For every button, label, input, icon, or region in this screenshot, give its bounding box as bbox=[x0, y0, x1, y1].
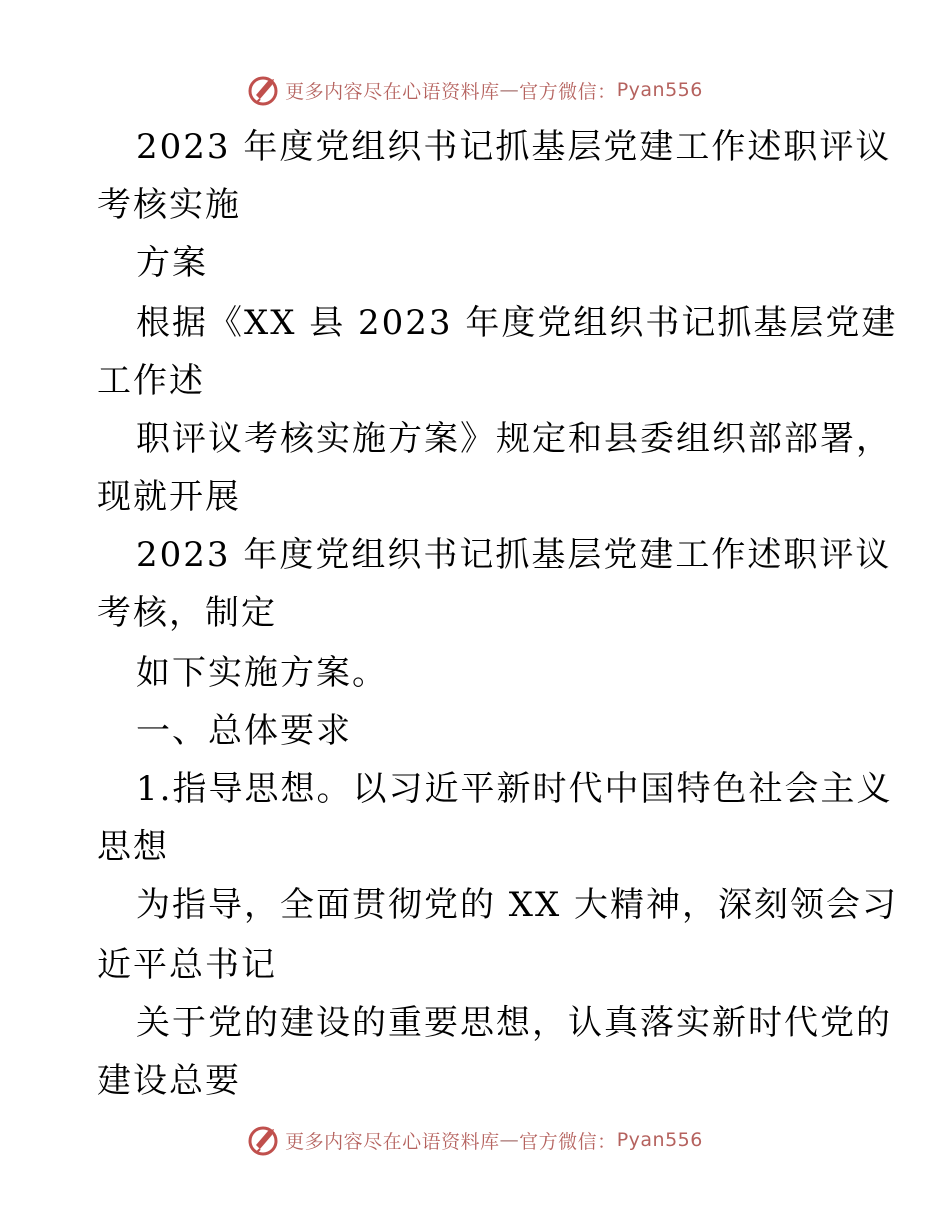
watermark-wechat-id: Pyan556 bbox=[616, 1129, 703, 1151]
brand-logo-icon bbox=[247, 1123, 281, 1157]
text-line: 现就开展 bbox=[97, 477, 241, 517]
watermark-main-text: 更多内容尽在心语资料库 bbox=[285, 80, 500, 103]
text-line: 近平总书记 bbox=[97, 945, 277, 985]
watermark-header bbox=[0, 70, 950, 110]
brand-logo-icon bbox=[247, 73, 281, 107]
watermark-wechat-label: 官方微信： bbox=[519, 1130, 617, 1153]
text-line: 一、总体要求 bbox=[136, 711, 352, 751]
watermark-wechat-id: Pyan556 bbox=[616, 79, 703, 101]
text-line: 2023 年度党组织书记抓基层党建工作述职评议 bbox=[136, 127, 892, 167]
text-line: 2023 年度党组织书记抓基层党建工作述职评议 bbox=[136, 535, 892, 575]
text-line: 工作述 bbox=[97, 361, 205, 401]
text-line: 思想 bbox=[97, 827, 169, 867]
text-line: 方案 bbox=[136, 243, 208, 283]
watermark-footer bbox=[0, 1120, 950, 1160]
text-line: 为指导，全面贯彻党的 XX 大精神，深刻领会习 bbox=[136, 885, 899, 925]
text-line: 职评议考核实施方案》规定和县委组织部部署， bbox=[136, 419, 892, 459]
text-line: 根据《XX 县 2023 年度党组织书记抓基层党建 bbox=[136, 303, 898, 343]
watermark-wechat-label: 官方微信： bbox=[519, 80, 617, 103]
watermark-separator: — bbox=[499, 1129, 520, 1151]
text-line: 如下实施方案。 bbox=[136, 653, 388, 693]
text-line: 考核实施 bbox=[97, 185, 241, 225]
watermark-separator: — bbox=[499, 79, 520, 101]
text-line: 关于党的建设的重要思想，认真落实新时代党的 bbox=[136, 1003, 892, 1043]
text-line: 1.指导思想。以习近平新时代中国特色社会主义 bbox=[136, 769, 893, 809]
text-line: 考核，制定 bbox=[97, 593, 277, 633]
watermark-main-text: 更多内容尽在心语资料库 bbox=[285, 1130, 500, 1153]
text-line: 建设总要 bbox=[97, 1061, 241, 1101]
